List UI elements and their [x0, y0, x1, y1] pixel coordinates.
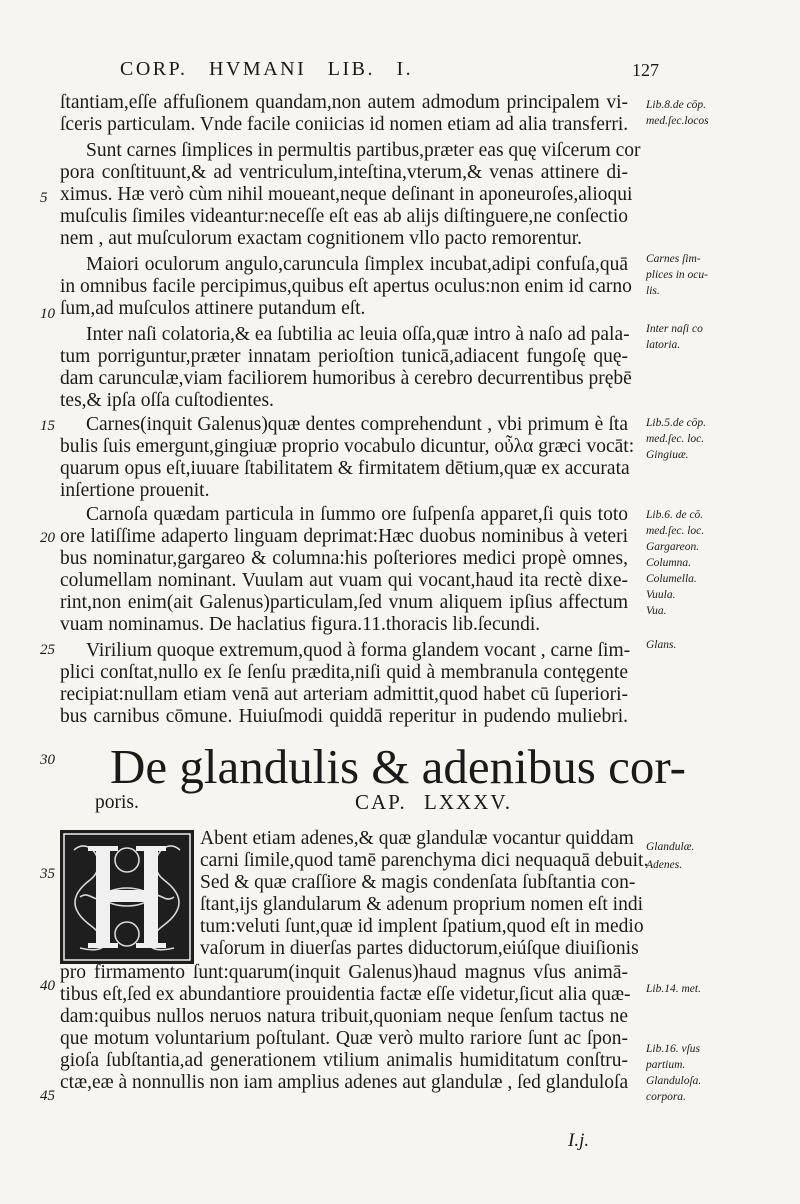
line-number: 35: [40, 866, 55, 882]
chapter-number: CAP. LXXXV.: [355, 790, 513, 814]
text-line: gioſa ſubſtantia,ad generationem vtilium animalis humiditatum conſtru-: [60, 1050, 628, 1071]
line-number: 30: [40, 752, 55, 768]
text-line: carni ſimile,quod tamē parenchyma dici nequaquā debuit.: [200, 850, 649, 871]
margin-note: Lib.8.de cōp.: [646, 99, 707, 111]
line-number: 40: [40, 978, 55, 994]
line-number: 45: [40, 1088, 55, 1104]
margin-note: Lib.5.de cōp.: [646, 417, 707, 429]
margin-note: Lib.16. vſus: [646, 1043, 700, 1055]
text-line: ſtantiam,eſſe affuſionem quandam,non autem admodum principalem vi-: [60, 92, 628, 113]
text-line: Virilium quoque extremum,quod à forma glandem vocant , carne ſim-: [86, 640, 631, 661]
text-line: Carnes(inquit Galenus)quæ dentes comprehendunt , vbi primum è ſta: [86, 414, 628, 435]
signature-mark: I.j.: [568, 1130, 590, 1151]
text-line: Abent etiam adenes,& quæ glandulæ vocantur quiddam: [200, 828, 634, 849]
text-line: tum:veluti ſunt,quæ id implent ſpatium,quod eſt in medio: [200, 916, 644, 937]
margin-note: Columna.: [646, 557, 692, 569]
text-line: Inter naſi colatoria,& ea ſubtilia ac leuia oſſa,quæ intro à naſo ad pala-: [86, 324, 630, 345]
text-line: ſceris particulam. Vnde facile coniicias id nomen etiam ad alia transferri.: [60, 114, 629, 135]
margin-note: Glandulæ.: [646, 841, 695, 853]
text-line: vaſorum in diuerſas partes diductorum,eiúſque diuiſionis: [200, 938, 639, 959]
margin-note: Columella.: [646, 573, 697, 585]
text-line: Carnoſa quædam particula in ſummo ore ſuſpenſa apparet,ſi quis toto: [86, 504, 628, 525]
margin-note: latoria.: [646, 339, 681, 351]
margin-note: Inter naſi co: [646, 323, 703, 335]
text-line: ſum,ad muſculos attinere putandum eſt.: [60, 298, 366, 319]
line-number: 15: [40, 418, 55, 434]
margin-note: med.ſec. loc.: [646, 433, 705, 445]
text-line: bus carnibus cōmune. Huiuſmodi quiddā reperitur in pudendo muliebri.: [60, 706, 628, 727]
margin-note: lis.: [646, 285, 660, 297]
text-line: pro firmamento ſunt:quarum(inquit Galenus)haud magnus vſus animā-: [60, 962, 628, 983]
text-line: inſertione prouenit.: [60, 480, 210, 501]
text-line: bulis ſuis emergunt,gingiuæ proprio vocabulo dicuntur, οὖλα græci vocāt:: [60, 436, 635, 457]
chapter-title-end: poris.: [95, 792, 139, 813]
text-line: in omnibus facile percipimus,quibus eſt apertus oculus:non enim id carno: [60, 276, 632, 297]
text-line: tibus eſt,ſed ex abundantiore prouidentia factæ eſſe videtur,ſicut alia quæ-: [60, 984, 631, 1005]
margin-note: Gargareon.: [646, 541, 700, 553]
margin-note: Glanduloſa.: [646, 1075, 702, 1087]
text-line: bus nominatur,gargareo & columna:his poſteriores medici propè omnes,: [60, 548, 628, 569]
margin-note: partium.: [646, 1059, 686, 1071]
line-number: 25: [40, 642, 55, 658]
text-line: tes,& ipſa oſſa cuſtodientes.: [60, 390, 274, 411]
text-line: Sed & quæ craſſiore & magis condenſata ſubſtantia con-: [200, 872, 636, 893]
text-line: Maiori oculorum angulo,caruncula ſimplex incubat,adipi confuſa,quā: [86, 254, 628, 275]
line-number: 10: [40, 306, 55, 322]
text-line: pora conſtituunt,& ad ventriculum,inteſtina,vterum,& venas attinere di-: [60, 162, 628, 183]
margin-note: Glans.: [646, 639, 677, 651]
text-line: Sunt carnes ſimplices in permultis partibus,præter eas quę viſcerum cor: [86, 140, 641, 161]
chapter-title: De glandulis & adenibus cor-: [110, 739, 686, 794]
text-line: muſculis ſimiles videantur:neceſſe eſt eas ab alijs diſtinguere,ne conſectio: [60, 206, 629, 227]
text-line: dam carunculæ,viam faciliorem humoribus à cerebro decurrentibus prębē: [60, 368, 632, 389]
text-line: columellam nominant. Vuulam aut vuam qui vocant,haud ita rectè dixe-: [60, 570, 628, 591]
text-line: plici conſtat,nullo ex ſe ſenſu prædita,niſi quid à membranula contęgente: [60, 662, 628, 683]
margin-note: med.ſec.locos: [646, 115, 709, 127]
margin-note: corpora.: [646, 1091, 686, 1103]
text-line: tum porriguntur,præter innatam perioſtion tunicā,adiacent fungoſę quę-: [60, 346, 628, 367]
margin-note: plices in ocu-: [646, 269, 708, 281]
text-line: ximus. Hæ verò cùm nihil moueant,neque deſinant in aponeuroſes,alioqui: [60, 184, 633, 205]
line-number: 20: [40, 530, 55, 546]
margin-note: Vua.: [646, 605, 667, 617]
text-line: quarum opus eſt,iuuare ſtabilitatem & firmitatem dētium,quæ ex accurata: [60, 458, 630, 479]
page-number: 127: [632, 60, 659, 80]
margin-note: med.ſec. loc.: [646, 525, 705, 537]
text-line: que motum voluntarium poſtulant. Quæ verò multo rariore ſunt ac ſpon-: [60, 1028, 628, 1049]
text-line: recipiat:nullam etiam venā aut arteriam admittit,quod habet cū ſuperiori-: [60, 684, 628, 705]
text-line: vuam nominamus. De haclatius figura.11.thoracis lib.ſecundi.: [60, 614, 541, 635]
margin-note: Carnes ſim-: [646, 253, 701, 265]
margin-note: Lib.6. de cō.: [646, 509, 704, 521]
decorated-initial-h: [60, 830, 194, 964]
text-line: nem , aut muſculorum exactam cognitionem vllo pacto remorentur.: [60, 228, 583, 249]
line-number: 5: [40, 190, 48, 206]
margin-note: Lib.14. met.: [646, 983, 701, 995]
running-head: CORP. HVMANI LIB. I.: [120, 58, 414, 80]
text-line: dam:quibus nullos neruos natura tribuit,quoniam neque ſenſum tactus ne: [60, 1006, 628, 1027]
text-line: ſtant,ijs glandularum & adenum proprium nomen eſt indi: [200, 894, 644, 915]
text-line: ore latiſſime adaperto linguam deprimat:Hæc duobus nominibus à veteri: [60, 526, 628, 547]
margin-note: Gingiuæ.: [646, 449, 689, 461]
margin-note: Vuula.: [646, 589, 676, 601]
margin-note: Adenes.: [646, 859, 683, 871]
text-line: ctæ,eæ à nonnullis non iam amplius adenes aut glandulæ , ſed glanduloſa: [60, 1072, 629, 1093]
text-line: rint,non enim(ait Galenus)particulam,ſed vnum aliquem ipſius affectum: [60, 592, 628, 613]
